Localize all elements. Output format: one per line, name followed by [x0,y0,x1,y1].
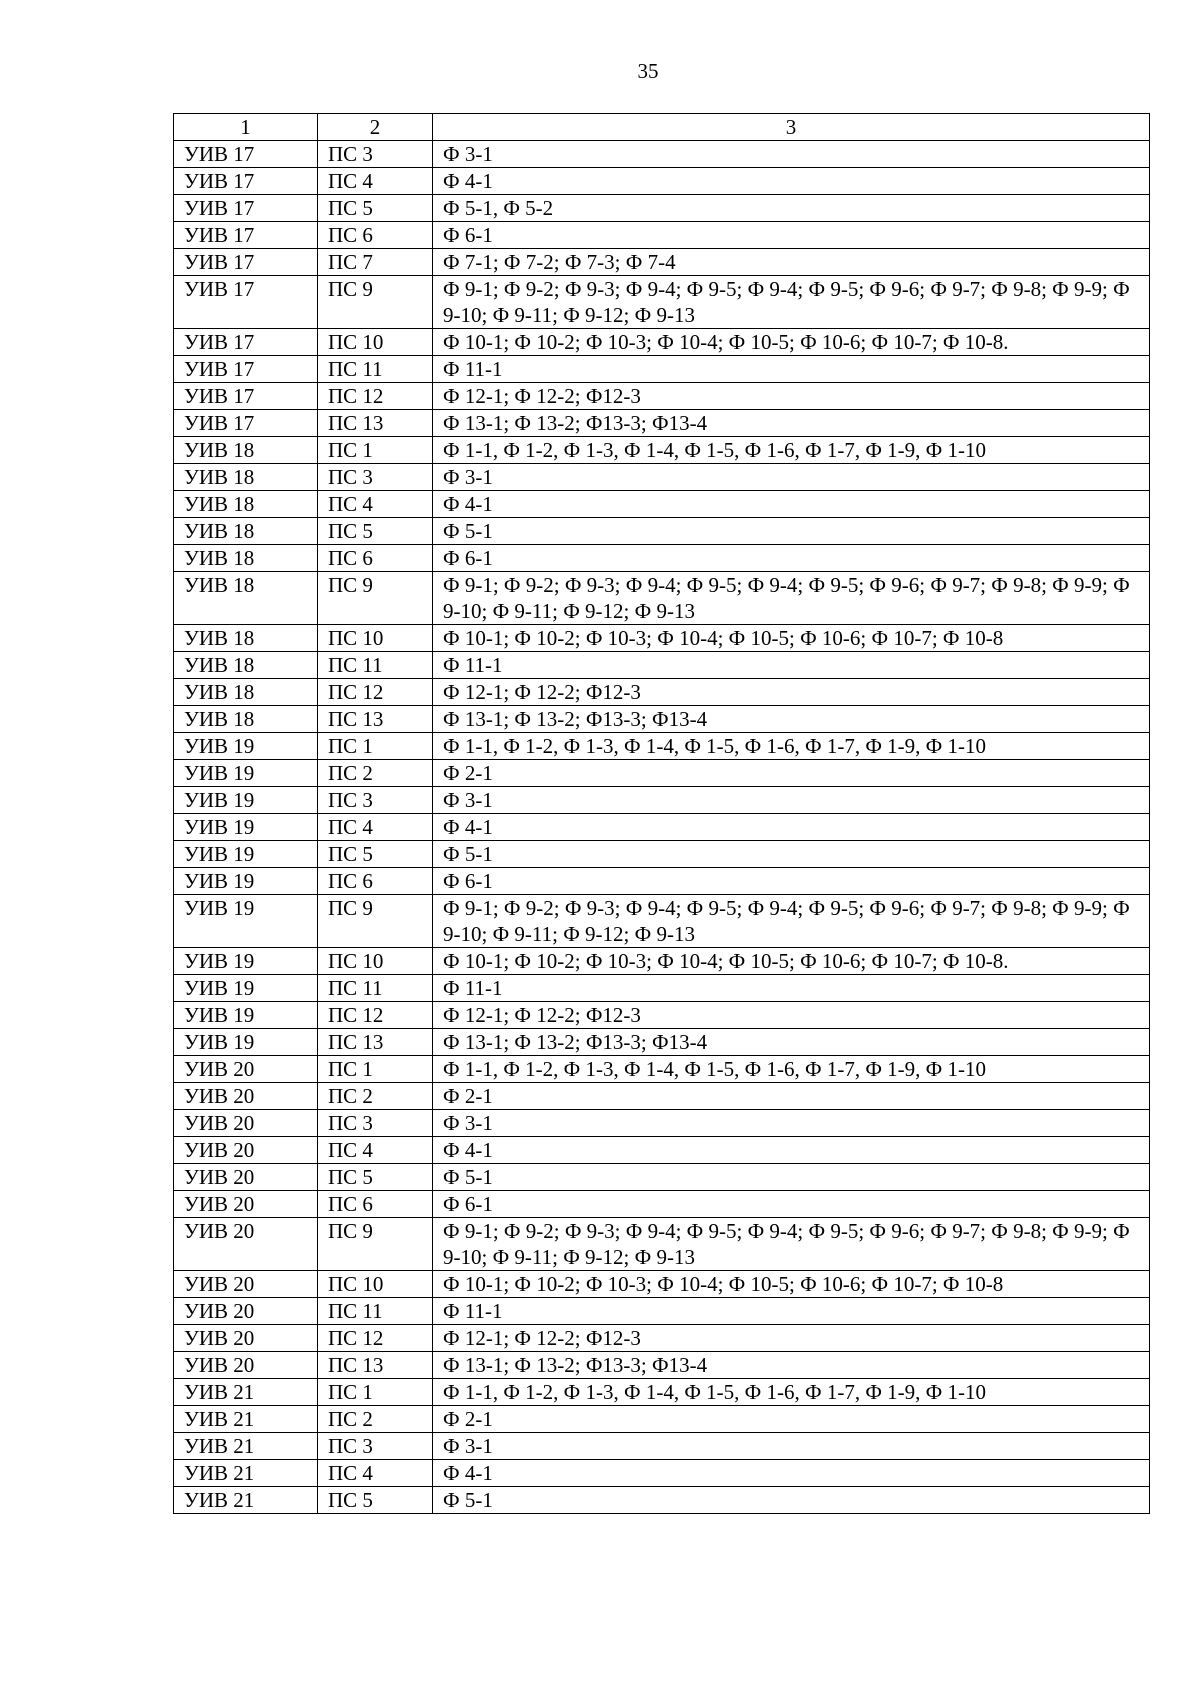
cell-uiv: УИВ 20 [174,1056,318,1083]
table-row [174,1433,1150,1460]
cell-feeders: Ф 3-1 [433,787,1150,814]
column-header: 3 [433,114,1150,141]
cell-uiv: УИВ 18 [174,518,318,545]
cell-ps: ПС 3 [318,1433,433,1460]
cell-feeders: Ф 2-1 [433,760,1150,787]
cell-uiv: УИВ 19 [174,841,318,868]
cell-ps: ПС 3 [318,141,433,168]
table-row [174,652,1150,679]
cell-ps: ПС 12 [318,1325,433,1352]
cell-uiv: УИВ 17 [174,222,318,249]
cell-ps: ПС 9 [318,1218,433,1271]
cell-ps: ПС 13 [318,1029,433,1056]
cell-uiv: УИВ 21 [174,1406,318,1433]
cell-uiv: УИВ 19 [174,948,318,975]
cell-ps: ПС 2 [318,1083,433,1110]
cell-ps: ПС 11 [318,652,433,679]
cell-ps: ПС 5 [318,1164,433,1191]
cell-uiv: УИВ 19 [174,787,318,814]
cell-ps: ПС 6 [318,545,433,572]
table-header-row [174,114,1150,141]
table-row [174,1325,1150,1352]
cell-uiv: УИВ 20 [174,1164,318,1191]
cell-ps: ПС 4 [318,814,433,841]
cell-feeders: Ф 4-1 [433,168,1150,195]
cell-ps: ПС 1 [318,733,433,760]
table-row [174,1487,1150,1514]
data-table [173,113,1150,1514]
cell-feeders: Ф 4-1 [433,491,1150,518]
cell-uiv: УИВ 17 [174,329,318,356]
cell-uiv: УИВ 18 [174,437,318,464]
table-row [174,383,1150,410]
cell-ps: ПС 3 [318,464,433,491]
cell-uiv: УИВ 17 [174,410,318,437]
cell-uiv: УИВ 21 [174,1460,318,1487]
cell-uiv: УИВ 20 [174,1083,318,1110]
cell-uiv: УИВ 19 [174,733,318,760]
table-row [174,706,1150,733]
cell-feeders: Ф 1-1, Ф 1-2, Ф 1-3, Ф 1-4, Ф 1-5, Ф 1-6, Ф 1-7, Ф 1-9, Ф 1-10 [433,1379,1150,1406]
cell-ps: ПС 5 [318,518,433,545]
cell-ps: ПС 4 [318,1137,433,1164]
table-row [174,168,1150,195]
cell-feeders: Ф 13-1; Ф 13-2; Ф13-3; Ф13-4 [433,410,1150,437]
cell-feeders: Ф 1-1, Ф 1-2, Ф 1-3, Ф 1-4, Ф 1-5, Ф 1-6, Ф 1-7, Ф 1-9, Ф 1-10 [433,437,1150,464]
cell-ps: ПС 3 [318,787,433,814]
table-row [174,868,1150,895]
table-row [174,948,1150,975]
cell-ps: ПС 10 [318,948,433,975]
table-row [174,1137,1150,1164]
table-row [174,572,1150,625]
table-row [174,222,1150,249]
table-row [174,1271,1150,1298]
cell-ps: ПС 4 [318,168,433,195]
cell-uiv: УИВ 20 [174,1218,318,1271]
cell-uiv: УИВ 17 [174,195,318,222]
table-body [174,141,1150,1514]
cell-ps: ПС 9 [318,572,433,625]
table-row [174,249,1150,276]
cell-uiv: УИВ 20 [174,1191,318,1218]
cell-feeders: Ф 10-1; Ф 10-2; Ф 10-3; Ф 10-4; Ф 10-5; Ф 10-6; Ф 10-7; Ф 10-8 [433,625,1150,652]
table-row [174,1110,1150,1137]
table-row [174,1218,1150,1271]
cell-ps: ПС 6 [318,222,433,249]
table-row [174,1460,1150,1487]
cell-feeders: Ф 6-1 [433,545,1150,572]
table-row [174,1029,1150,1056]
column-header: 2 [318,114,433,141]
cell-feeders: Ф 7-1; Ф 7-2; Ф 7-3; Ф 7-4 [433,249,1150,276]
cell-ps: ПС 2 [318,760,433,787]
cell-feeders: Ф 6-1 [433,222,1150,249]
cell-feeders: Ф 6-1 [433,868,1150,895]
cell-ps: ПС 11 [318,356,433,383]
cell-uiv: УИВ 17 [174,356,318,383]
cell-feeders: Ф 4-1 [433,1137,1150,1164]
table-row [174,1002,1150,1029]
table-row [174,733,1150,760]
cell-uiv: УИВ 18 [174,625,318,652]
cell-uiv: УИВ 20 [174,1110,318,1137]
cell-feeders: Ф 12-1; Ф 12-2; Ф12-3 [433,1325,1150,1352]
cell-uiv: УИВ 20 [174,1352,318,1379]
cell-ps: ПС 12 [318,383,433,410]
cell-ps: ПС 2 [318,1406,433,1433]
cell-feeders: Ф 2-1 [433,1083,1150,1110]
table-row [174,760,1150,787]
cell-feeders: Ф 9-1; Ф 9-2; Ф 9-3; Ф 9-4; Ф 9-5; Ф 9-4; Ф 9-5; Ф 9-6; Ф 9-7; Ф 9-8; Ф 9-9; Ф 9-10; Ф 9-11; Ф 9-12; Ф 9-13 [433,1218,1150,1271]
cell-feeders: Ф 2-1 [433,1406,1150,1433]
cell-feeders: Ф 10-1; Ф 10-2; Ф 10-3; Ф 10-4; Ф 10-5; Ф 10-6; Ф 10-7; Ф 10-8 [433,1271,1150,1298]
cell-ps: ПС 11 [318,975,433,1002]
cell-feeders: Ф 5-1 [433,1164,1150,1191]
cell-feeders: Ф 3-1 [433,1433,1150,1460]
page-number: 35 [637,59,659,83]
cell-feeders: Ф 12-1; Ф 12-2; Ф12-3 [433,679,1150,706]
cell-uiv: УИВ 19 [174,760,318,787]
cell-ps: ПС 9 [318,276,433,329]
cell-ps: ПС 4 [318,491,433,518]
cell-ps: ПС 4 [318,1460,433,1487]
cell-uiv: УИВ 18 [174,679,318,706]
cell-feeders: Ф 9-1; Ф 9-2; Ф 9-3; Ф 9-4; Ф 9-5; Ф 9-4; Ф 9-5; Ф 9-6; Ф 9-7; Ф 9-8; Ф 9-9; Ф 9-10; Ф 9-11; Ф 9-12; Ф 9-13 [433,276,1150,329]
cell-ps: ПС 5 [318,841,433,868]
cell-ps: ПС 10 [318,625,433,652]
cell-ps: ПС 12 [318,679,433,706]
table-row [174,841,1150,868]
table-row [174,1298,1150,1325]
cell-uiv: УИВ 19 [174,1029,318,1056]
cell-uiv: УИВ 17 [174,141,318,168]
cell-feeders: Ф 5-1 [433,841,1150,868]
table-row [174,895,1150,948]
cell-ps: ПС 3 [318,1110,433,1137]
table-row [174,1406,1150,1433]
table-row [174,975,1150,1002]
cell-feeders: Ф 13-1; Ф 13-2; Ф13-3; Ф13-4 [433,1352,1150,1379]
cell-ps: ПС 13 [318,410,433,437]
cell-uiv: УИВ 17 [174,168,318,195]
cell-feeders: Ф 6-1 [433,1191,1150,1218]
cell-feeders: Ф 4-1 [433,1460,1150,1487]
cell-uiv: УИВ 18 [174,706,318,733]
cell-feeders: Ф 13-1; Ф 13-2; Ф13-3; Ф13-4 [433,1029,1150,1056]
column-header: 1 [174,114,318,141]
cell-uiv: УИВ 21 [174,1487,318,1514]
table-row [174,814,1150,841]
cell-uiv: УИВ 19 [174,814,318,841]
table-row [174,1379,1150,1406]
table-row [174,195,1150,222]
cell-feeders: Ф 3-1 [433,141,1150,168]
cell-uiv: УИВ 19 [174,1002,318,1029]
table-row [174,545,1150,572]
cell-uiv: УИВ 18 [174,464,318,491]
cell-ps: ПС 9 [318,895,433,948]
cell-feeders: Ф 11-1 [433,356,1150,383]
cell-ps: ПС 1 [318,437,433,464]
cell-uiv: УИВ 19 [174,868,318,895]
table-row [174,141,1150,168]
cell-ps: ПС 5 [318,1487,433,1514]
cell-ps: ПС 12 [318,1002,433,1029]
cell-feeders: Ф 11-1 [433,652,1150,679]
cell-uiv: УИВ 18 [174,545,318,572]
cell-feeders: Ф 11-1 [433,975,1150,1002]
cell-uiv: УИВ 21 [174,1379,318,1406]
cell-feeders: Ф 12-1; Ф 12-2; Ф12-3 [433,1002,1150,1029]
table-row [174,518,1150,545]
table-row [174,625,1150,652]
cell-feeders: Ф 1-1, Ф 1-2, Ф 1-3, Ф 1-4, Ф 1-5, Ф 1-6, Ф 1-7, Ф 1-9, Ф 1-10 [433,733,1150,760]
table-row [174,1164,1150,1191]
cell-ps: ПС 11 [318,1298,433,1325]
cell-feeders: Ф 5-1 [433,1487,1150,1514]
table-row [174,437,1150,464]
cell-uiv: УИВ 17 [174,276,318,329]
cell-uiv: УИВ 17 [174,249,318,276]
cell-ps: ПС 10 [318,329,433,356]
cell-uiv: УИВ 19 [174,975,318,1002]
cell-ps: ПС 6 [318,868,433,895]
table-row [174,1056,1150,1083]
cell-feeders: Ф 10-1; Ф 10-2; Ф 10-3; Ф 10-4; Ф 10-5; Ф 10-6; Ф 10-7; Ф 10-8. [433,948,1150,975]
cell-feeders: Ф 5-1 [433,518,1150,545]
cell-feeders: Ф 10-1; Ф 10-2; Ф 10-3; Ф 10-4; Ф 10-5; Ф 10-6; Ф 10-7; Ф 10-8. [433,329,1150,356]
table-row [174,679,1150,706]
table-row [174,410,1150,437]
table-row [174,329,1150,356]
cell-uiv: УИВ 21 [174,1433,318,1460]
table-row [174,464,1150,491]
cell-uiv: УИВ 18 [174,652,318,679]
cell-feeders: Ф 13-1; Ф 13-2; Ф13-3; Ф13-4 [433,706,1150,733]
cell-ps: ПС 10 [318,1271,433,1298]
cell-feeders: Ф 11-1 [433,1298,1150,1325]
cell-uiv: УИВ 18 [174,572,318,625]
cell-feeders: Ф 1-1, Ф 1-2, Ф 1-3, Ф 1-4, Ф 1-5, Ф 1-6, Ф 1-7, Ф 1-9, Ф 1-10 [433,1056,1150,1083]
cell-feeders: Ф 9-1; Ф 9-2; Ф 9-3; Ф 9-4; Ф 9-5; Ф 9-4; Ф 9-5; Ф 9-6; Ф 9-7; Ф 9-8; Ф 9-9; Ф 9-10; Ф 9-11; Ф 9-12; Ф 9-13 [433,895,1150,948]
cell-uiv: УИВ 19 [174,895,318,948]
cell-ps: ПС 13 [318,1352,433,1379]
table-row [174,787,1150,814]
cell-feeders: Ф 5-1, Ф 5-2 [433,195,1150,222]
cell-feeders: Ф 4-1 [433,814,1150,841]
cell-ps: ПС 1 [318,1056,433,1083]
table-row [174,356,1150,383]
cell-ps: ПС 7 [318,249,433,276]
table-row [174,276,1150,329]
cell-feeders: Ф 9-1; Ф 9-2; Ф 9-3; Ф 9-4; Ф 9-5; Ф 9-4; Ф 9-5; Ф 9-6; Ф 9-7; Ф 9-8; Ф 9-9; Ф 9-10; Ф 9-11; Ф 9-12; Ф 9-13 [433,572,1150,625]
cell-uiv: УИВ 20 [174,1271,318,1298]
table-row [174,1352,1150,1379]
cell-uiv: УИВ 20 [174,1137,318,1164]
cell-ps: ПС 13 [318,706,433,733]
cell-uiv: УИВ 18 [174,491,318,518]
cell-feeders: Ф 3-1 [433,1110,1150,1137]
cell-feeders: Ф 12-1; Ф 12-2; Ф12-3 [433,383,1150,410]
cell-feeders: Ф 3-1 [433,464,1150,491]
cell-ps: ПС 5 [318,195,433,222]
table-row [174,491,1150,518]
cell-uiv: УИВ 20 [174,1298,318,1325]
table-row [174,1191,1150,1218]
table-row [174,1083,1150,1110]
cell-uiv: УИВ 17 [174,383,318,410]
cell-ps: ПС 6 [318,1191,433,1218]
cell-uiv: УИВ 20 [174,1325,318,1352]
cell-ps: ПС 1 [318,1379,433,1406]
